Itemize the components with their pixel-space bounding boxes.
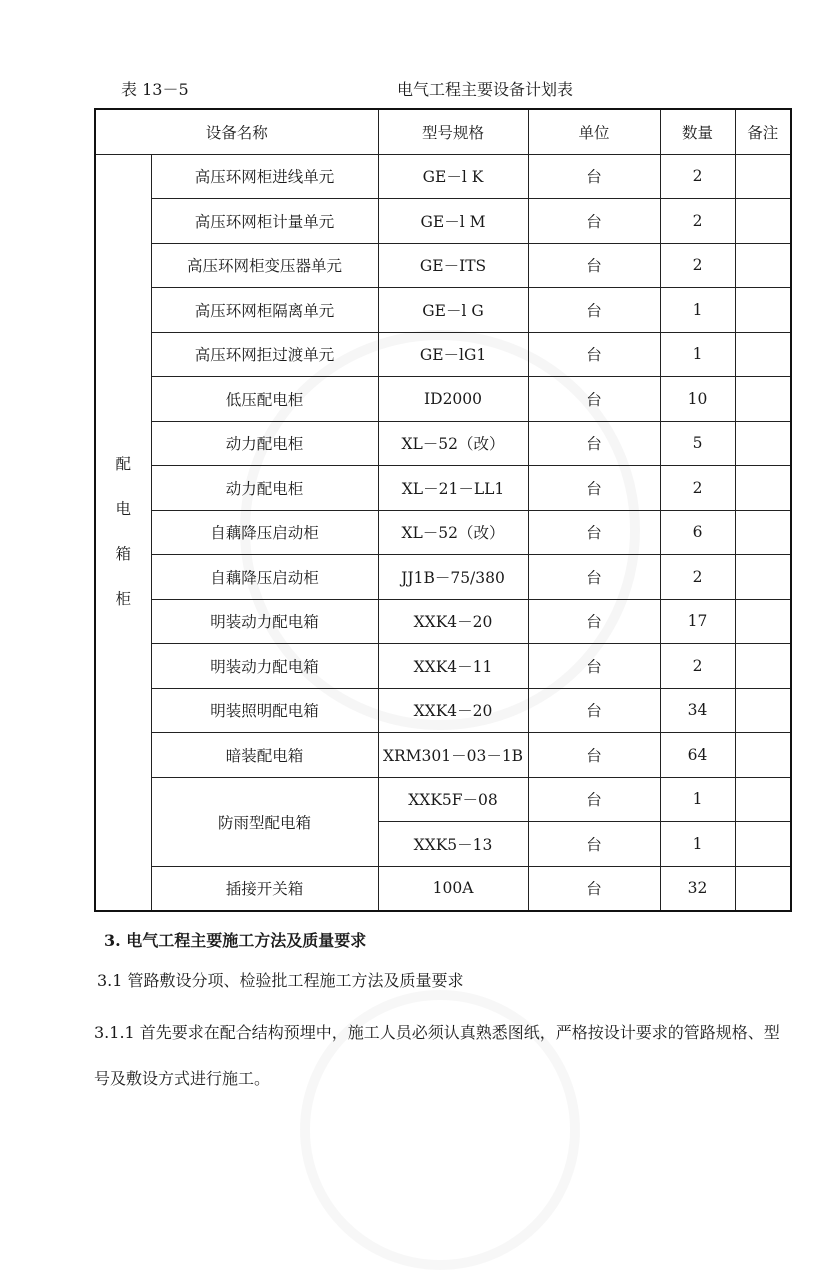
cell-unit: 台 [528,288,660,333]
cell-model: GE－l M [378,199,528,244]
table-row [95,510,791,555]
header-qty: 数量 [660,109,735,154]
cell-name: 明装动力配电箱 [151,599,378,644]
header-model: 型号规格 [378,109,528,154]
cell-model: XL－21－LL1 [378,466,528,511]
subsection-heading: 3.1 管路敷设分项、检验批工程施工方法及质量要求 [97,971,464,990]
cell-name: 低压配电柜 [151,377,378,422]
section-heading: 3. 电气工程主要施工方法及质量要求 [104,931,367,950]
category-char: 柜 [115,590,131,609]
cell-name: 高压环网柜进线单元 [151,154,378,199]
cell-name: 动力配电柜 [151,421,378,466]
cell-unit: 台 [528,199,660,244]
table-row [95,599,791,644]
cell-unit: 台 [528,822,660,867]
cell-model: XL－52（改） [378,421,528,466]
table-row [95,733,791,778]
cell-unit: 台 [528,777,660,822]
cell-name: 明装照明配电箱 [151,688,378,733]
category-char: 箱 [115,545,131,564]
header-unit: 单位 [528,109,660,154]
table-header-row [95,109,791,154]
cell-name: 高压环网柜变压器单元 [151,243,378,288]
cell-model: GE－lG1 [378,332,528,377]
cell-model: JJ1B－75/380 [378,555,528,600]
cell-model: XXK4－20 [378,599,528,644]
table-row [95,154,791,199]
table-row [95,421,791,466]
cell-remark [735,688,791,733]
cell-qty: 5 [660,421,735,466]
cell-remark [735,866,791,911]
cell-model: XXK5F－08 [378,777,528,822]
cell-unit: 台 [528,644,660,689]
cell-model: XXK4－20 [378,688,528,733]
cell-qty: 1 [660,822,735,867]
cell-unit: 台 [528,510,660,555]
cell-unit: 台 [528,599,660,644]
table-row [95,243,791,288]
cell-remark [735,822,791,867]
cell-remark [735,421,791,466]
category-char: 电 [115,500,131,519]
cell-unit: 台 [528,688,660,733]
cell-qty: 1 [660,777,735,822]
cell-model: 100A [378,866,528,911]
cell-name: 暗装配电箱 [151,733,378,778]
cell-name: 插接开关箱 [151,866,378,911]
cell-unit: 台 [528,377,660,422]
cell-unit: 台 [528,332,660,377]
cell-qty: 1 [660,332,735,377]
cell-model: XXK4－11 [378,644,528,689]
cell-qty: 2 [660,555,735,600]
cell-remark [735,777,791,822]
cell-qty: 10 [660,377,735,422]
cell-qty: 34 [660,688,735,733]
cell-model: GE－l K [378,154,528,199]
cell-name: 自藕降压启动柜 [151,510,378,555]
cell-remark [735,733,791,778]
cell-qty: 2 [660,466,735,511]
cell-remark [735,288,791,333]
cell-qty: 2 [660,243,735,288]
cell-qty: 2 [660,644,735,689]
cell-model: XL－52（改） [378,510,528,555]
cell-name: 高压环网柜隔离单元 [151,288,378,333]
header-remark: 备注 [735,109,791,154]
cell-qty: 1 [660,288,735,333]
table-row [95,644,791,689]
cell-unit: 台 [528,555,660,600]
cell-name: 明装动力配电箱 [151,644,378,689]
cell-remark [735,555,791,600]
cell-remark [735,332,791,377]
cell-name: 动力配电柜 [151,466,378,511]
table-row [95,466,791,511]
cell-remark [735,510,791,555]
equipment-table [94,108,792,912]
cell-remark [735,243,791,288]
table-number: 表 13－5 [121,80,189,99]
cell-unit: 台 [528,421,660,466]
cell-qty: 6 [660,510,735,555]
cell-name: 自藕降压启动柜 [151,555,378,600]
cell-model: ID2000 [378,377,528,422]
cell-qty: 2 [660,154,735,199]
cell-model: GE－l G [378,288,528,333]
cell-name: 防雨型配电箱 [151,777,378,866]
cell-name: 高压环网拒过渡单元 [151,332,378,377]
header-name: 设备名称 [95,109,378,154]
table-title: 电气工程主要设备计划表 [397,80,574,99]
cell-qty: 32 [660,866,735,911]
cell-remark [735,199,791,244]
table-row [95,332,791,377]
cell-qty: 2 [660,199,735,244]
table-row [95,377,791,422]
table-row [95,866,791,911]
cell-unit: 台 [528,154,660,199]
cell-model: XRM301－03－1B [378,733,528,778]
table-row [95,199,791,244]
cell-remark [735,466,791,511]
body-paragraph: 3.1.1 首先要求在配合结构预埋中，施工人员必须认真熟悉图纸，严格按设计要求的管路规格、型号及敷设方式进行施工。 [94,1023,780,1088]
cell-model: XXK5－13 [378,822,528,867]
cell-qty: 17 [660,599,735,644]
table-row [95,288,791,333]
cell-remark [735,599,791,644]
cell-remark [735,154,791,199]
category-char: 配 [115,455,131,474]
cell-model: GE－ITS [378,243,528,288]
cell-remark [735,644,791,689]
table-row [95,555,791,600]
cell-unit: 台 [528,866,660,911]
category-cell [95,154,151,911]
table-row [95,777,791,822]
cell-name: 高压环网柜计量单元 [151,199,378,244]
cell-unit: 台 [528,243,660,288]
cell-remark [735,377,791,422]
cell-qty: 64 [660,733,735,778]
cell-unit: 台 [528,733,660,778]
table-row [95,688,791,733]
cell-unit: 台 [528,466,660,511]
